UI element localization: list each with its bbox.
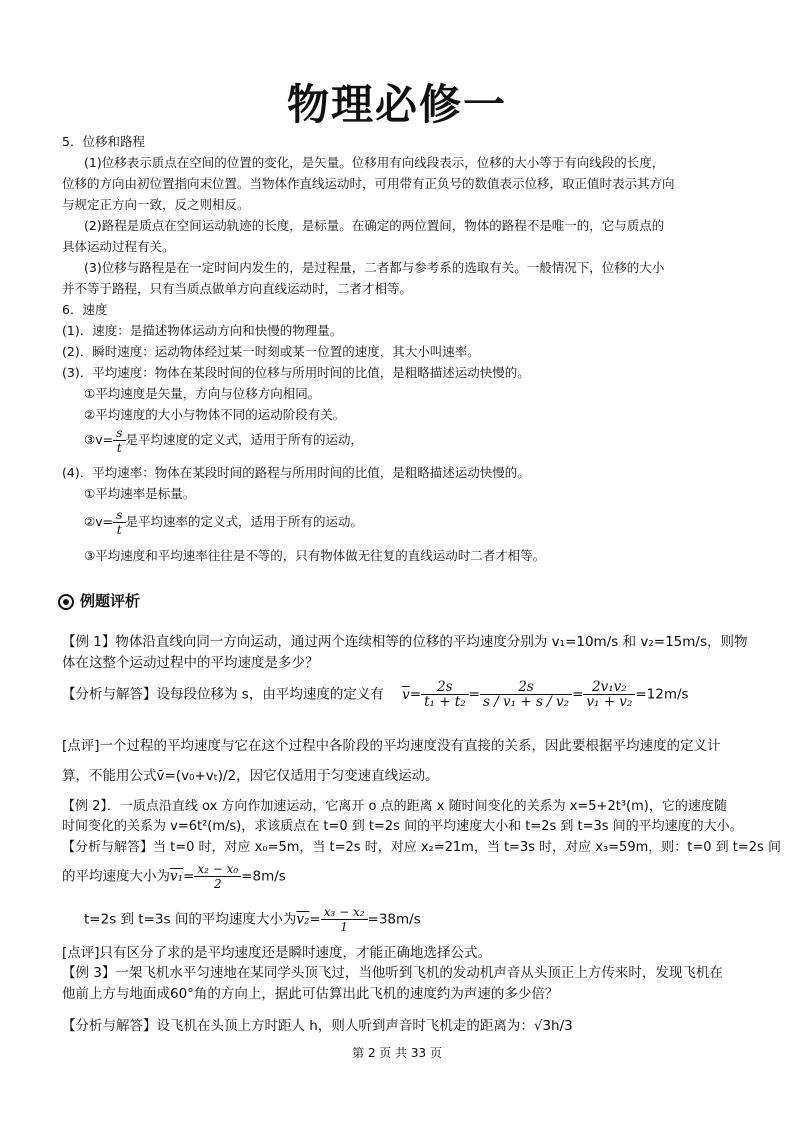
answer2-line2: 的平均速度大小为v₁= $\frac{\text{x₂ − x₀}}{2}$ =8m/s xyxy=(62,862,286,891)
example1-line2: 体在这整个运动过程中的平均速度是多少？ xyxy=(62,655,319,671)
v2-bar: v₂ xyxy=(296,911,310,928)
section-5-heading: 5．位移和路程 xyxy=(62,134,145,149)
sec5-p2-line2: 具体运动过程有关。 xyxy=(62,239,175,254)
sec6-item3b: ②平均速度的大小与物体不同的运动阶段有关。 xyxy=(84,407,346,422)
sec6-item4b xyxy=(84,508,363,537)
sec6-item3: (3)．平均速度：物体在某段时间的位移与所用时间的比值，是粗略描述运动快慢的。 xyxy=(62,365,530,380)
v-bar: $\overline{v}$ xyxy=(402,686,410,703)
formula-prefix: ②v= xyxy=(84,514,114,529)
sec5-p2-line1: (2)路程是质点在空间运动轨迹的长度，是标量。在确定的两位置间，物体的路程不是唯一的，它与质点的 xyxy=(84,218,665,233)
sec5-p1-line2: 位移的方向由初位置指向末位置。当物体作直线运动时，可用带有正负号的数值表示位移，取正值时表示其方向 xyxy=(62,176,675,191)
formula-suffix: 是平均速度的定义式，适用于所有的运动， xyxy=(125,432,364,447)
v1-bar: v₁ xyxy=(170,868,184,885)
example2-line2: 时间变化的关系为 v=6t²(m/s)，求该质点在 t=0 到 t=2s 间的平均速度大小和 t=2s 到 t=3s 间的平均速度的大小。 xyxy=(62,819,743,834)
sec6-item4c: ③平均速度和平均速率往往是不等的，只有物体做无往复的直线运动时二者才相等。 xyxy=(84,548,546,563)
sec5-p3-line2: 并不等于路程，只有当质点做单方向直线运动时，二者才相等。 xyxy=(62,281,413,296)
fraction-s-over-t: $\frac{s}{t}$ xyxy=(113,426,125,455)
fraction-x2-x0: $\frac{\text{x₂ − x₀}}{2}$ xyxy=(194,862,241,891)
example1-answer: 【分析与解答】设每段位移为 s，由平均速度的定义有 $\overline{v}=$ $\frac{2s}{\text{t₁ + t₂}}$ = $\frac{2s}{\text{s / v₁ + s / v₂}}$ = $\frac{\text{2v₁v₂}}{\text{v₁ + v₂}}$ =12m/s xyxy=(62,679,689,710)
answer2-line3: t=2s 到 t=3s 间的平均速度大小为v₂= $\frac{\text{x₃ − x₂}}{1}$ =38m/s xyxy=(84,905,421,934)
formula-prefix: ③v= xyxy=(84,432,114,447)
sec6-item3a: ①平均速度是矢量，方向与位移方向相同。 xyxy=(84,386,321,401)
example1-line1: 【例 1】物体沿直线向同一方向运动，通过两个连续相等的位移的平均速度分别为 v₁=10m/s 和 v₂=15m/s，则物 xyxy=(62,634,748,650)
section-6-heading: 6．速度 xyxy=(62,302,108,317)
bullet-circle-icon xyxy=(58,594,74,610)
sec5-p1-line1: (1)位移表示质点在空间的位置的变化，是矢量。位移用有向线段表示，位移的大小等于有向线段的长度， xyxy=(84,155,665,170)
sec6-item3c xyxy=(84,426,363,455)
example2-line1: 【例 2】．一质点沿直线 ox 方向作加速运动，它离开 o 点的距离 x 随时间变化的关系为 x=5+2t³(m)，它的速度随 xyxy=(62,799,727,814)
comment2: [点评]只有区分了求的是平均速度还是瞬时速度，才能正确地选择公式。 xyxy=(62,945,492,961)
page-title: 物理必修一 xyxy=(286,80,507,129)
example3-line2: 他前上方与地面成60°角的方向上，据此可估算出此飞机的速度约为声速的多少倍？ xyxy=(62,986,559,1002)
sec5-p3-line1: (3)位移与路程是在一定时间内发生的，是过程量，二者都与参考系的选取有关。一般情况下，位移的大小 xyxy=(84,260,665,275)
comment1-line2: 算，不能用公式v̄=(v₀+vₜ)/2，因它仅适用于匀变速直线运动。 xyxy=(62,768,439,784)
fraction-x3-x2: $\frac{\text{x₃ − x₂}}{1}$ xyxy=(321,905,368,934)
fraction-s-over-t: $\frac{s}{t}$ xyxy=(113,508,125,537)
examples-heading: 例题评析 xyxy=(58,590,140,611)
answer3: 【分析与解答】设飞机在头顶上方时距人 h，则人听到声音时飞机走的距离为：√3h/3 xyxy=(62,1018,573,1034)
fraction-2s-over-sv: $\frac{2s}{\text{s / v₁ + s / v₂}}$ xyxy=(480,680,572,709)
sec6-item4: (4)．平均速率：物体在某段时间的路程与所用时间的比值，是粗略描述运动快慢的。 xyxy=(62,465,530,480)
sec6-item1: (1)．速度：是描述物体运动方向和快慢的物理量。 xyxy=(62,323,343,338)
fraction-2v1v2: $\frac{\text{2v₁v₂}}{\text{v₁ + v₂}}$ xyxy=(583,680,635,709)
comment1-line1: [点评]一个过程的平均速度与它在这个过程中各阶段的平均速度没有直接的关系，因此要根据平均速度的定义计 xyxy=(62,738,721,754)
answer2-line1: 【分析与解答】当 t=0 时，对应 x₀=5m，当 t=2s 时，对应 x₂=21m，当 t=3s 时，对应 x₃=59m，则：t=0 到 t=2s 间 xyxy=(62,840,781,855)
page-footer: 第 2 页 共 33 页 xyxy=(352,1046,442,1060)
formula-suffix: 是平均速率的定义式，适用于所有的运动。 xyxy=(125,514,364,529)
fraction-2s-over-t1-t2: $\frac{2s}{\text{t₁ + t₂}}$ xyxy=(421,680,469,709)
sec6-item4a: ①平均速率是标量。 xyxy=(84,486,196,501)
sec6-item2: (2)．瞬时速度：运动物体经过某一时刻或某一位置的速度，其大小叫速率。 xyxy=(62,344,480,359)
example3-line1: 【例 3】一架飞机水平匀速地在某同学头顶飞过，当他听到飞机的发动机声音从头顶正上方传来时，发现飞机在 xyxy=(62,965,723,981)
sec5-p1-line3: 与规定正方向一致，反之则相反。 xyxy=(62,197,250,212)
